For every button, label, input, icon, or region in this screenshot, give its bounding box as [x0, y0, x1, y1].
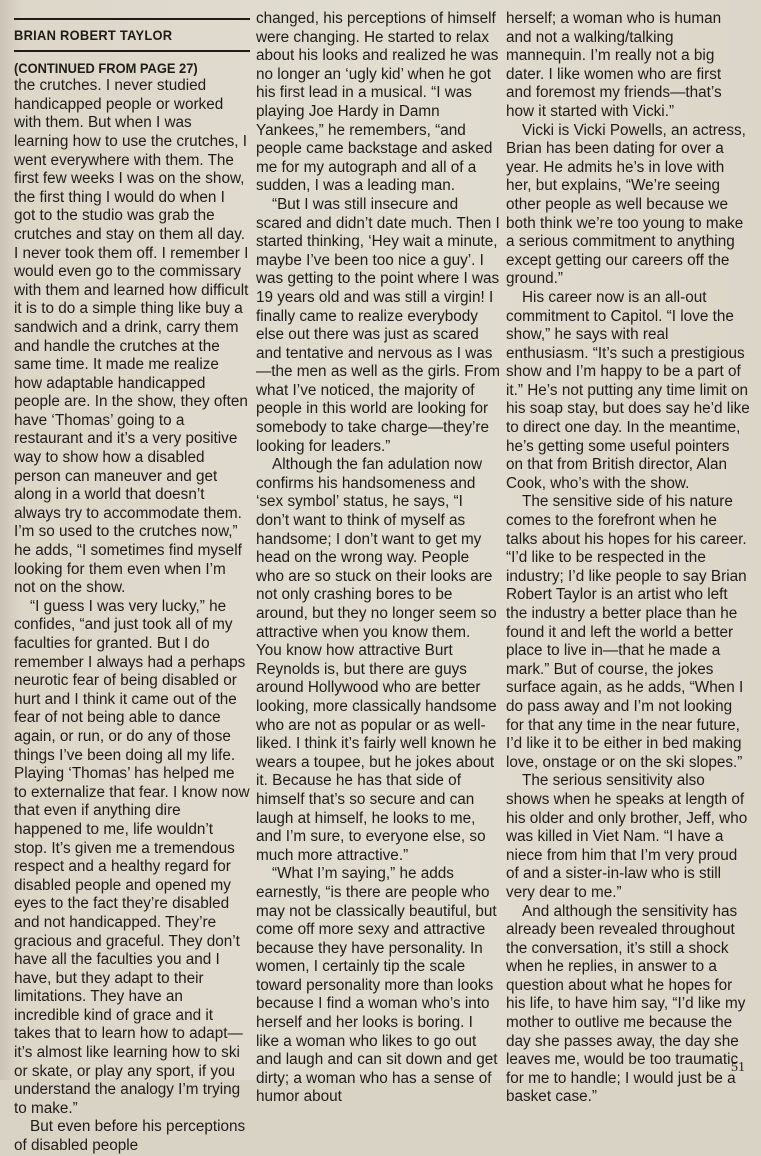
paragraph: The serious sensitivity also shows when he speaks at length of his older and only brother, Jeff, who was killed in Viet Nam. “I have a niece from him that I’m very proud of and a sister-in-law who is still very dear to me.” — [506, 772, 748, 901]
paragraph: And although the sensitivity has already been revealed throughout the conversation, it’s still a shock when he replies, in answer to a question about what he hopes for his life, to have him say, “I’d like my mother to outlive me because the day she passes away, the day she leaves me, would be too traumatic for me to handle; I would just be a basket case.” — [506, 902, 746, 1106]
paragraph: changed, his perceptions of himself were changing. He started to relax about his looks and realized he was no longer an ‘ugly kid’ when he got his first lead in a musical. “I was playing Joe Hardy in Damn Yankees,” he remembers, “and people came backstage and asked me for my autograph and all of a sudden, I was a leading man. — [256, 10, 499, 195]
paragraph: “But I was still insecure and scared and didn’t date much. Then I started thinking, ‘Hey wait a minute, maybe I’ve been too nice a guy’. I was getting to the point where I was 19 years old and was still a virgin! I finally came to realize everybody else out there was just as scared and tentative and nervous as I was—the men as well as the girls. From what I’ve noticed, the majority of people in this world are looking for somebody to take charge—they’re looking for leaders.” — [256, 195, 500, 455]
paragraph: Vicki is Vicki Powells, an actress, Brian has been dating for over a year. He admits he’s in love with her, but explains, “We’re seeing other people as well because we both think we’re too young to make a serious commitment to anything except getting our careers off the ground.” — [506, 121, 746, 288]
continued-note: (CONTINUED FROM PAGE 27) — [14, 59, 198, 76]
article-column-3 — [506, 10, 750, 1107]
paragraph: But even before his perceptions of disabled people — [14, 1118, 246, 1155]
byline: BRIAN ROBERT TAYLOR — [14, 27, 173, 43]
article-column-1 — [14, 10, 250, 1156]
paragraph: “I guess I was very lucky,” he confides, “and just took all of my faculties for granted. But I do remember I always had a perhaps neurotic fear of being disabled or hurt and I think it came out of the fear of not being able to dance again, or run, or do any of those things I’ve been doing all my life. Playing ‘Thomas’ has helped me to externalize that fear. I know now that even if anything dire happened to me, life wouldn’t stop. It’s given me a tremendous respect and a healthy regard for disabled people and opened my eyes to the fact they’re disabled and not handicapped. They’re gracious and graceful. They don’t have all the faculties you and I have, but they adapt to their limitations. They have an incredible kind of grace and it takes that to learn how to adapt—it’s almost like learning how to ski or skate, or play any sport, if you understand the analogy I’m trying to make.” — [14, 597, 250, 1117]
paragraph: Although the fan adulation now confirms his handsomeness and ‘sex symbol’ status, he says, “I don’t want to think of myself as handsome; I don’t want to get my head on the wrong way. People who are so stuck on their looks are not only crashing bores to be around, but they no longer seem so attractive when you know them. You know how attractive Burt Reynolds is, but there are guys around Hollywood who are better looking, more classically handsome who are not as popular or as well-liked. I think it’s fairly well known he wears a toupee, but he jokes about it. Because he has that side of himself that’s so secure and can laugh at himself, he looks to me, and I’m sure, to everyone else, so much more attractive.” — [256, 456, 497, 864]
page-number: 51 — [731, 1060, 745, 1075]
paragraph: The sensitive side of his nature comes to the forefront when he talks about his hopes for his career. “I’d like to be respected in the industry; I’d like people to say Brian Robert Taylor is an artist who left the industry a better place than he found it and left the world a better place to live in—that he made a mark.” But of course, the jokes surface again, as he adds, “When I do pass away and I’m not looking for that any time in the near future, I’d like it to be either in bed making love, onstage or on the ski slopes.” — [506, 493, 747, 771]
header-rule-bottom — [14, 50, 250, 52]
paragraph: “What I’m saying,” he adds earnestly, “is there are people who may not be classically beautiful, but come off more sexy and attractive because they have personality. In women, I certainly tip the scale toward personality more than looks because I find a woman who’s into herself and her looks is boring. I like a woman who likes to go out and laugh and can sit down and get dirty; a woman who has a sense of humor about — [256, 865, 498, 1106]
paragraph: His career now is an all-out commitment to Capitol. “I love the show,” he says with real enthusiasm. “It’s such a prestigious show and I’m happy to be a part of it.” He’s not putting any time limit on his soap stay, but does say he’d like to direct one day. In the meantime, he’s getting some useful pointers on that from British director, Alan Cook, who’s with the show. — [506, 288, 750, 492]
header-rule-top — [14, 18, 250, 20]
article-column-2 — [256, 10, 500, 1107]
paragraph: the crutches. I never studied handicapped people or worked with them. But when I was learning how to use the crutches, I went everywhere with them. The first few weeks I was on the show, the first thing I would do when I got to the studio was grab the crutches and stay on them all day. I never took them off. I remember I would even go to the commissary with them and learned how difficult it is to do a simple thing like buy a sandwich and a drink, carry them and handle the crutches at the same time. It made me realize how adaptable handicapped people are. In the show, they often have ‘Thomas’ going to a restaurant and it’s a very positive way to show how a disabled person can maneuver and get along in a world that doesn’t always try to accommodate them. I’m so used to the crutches now,” he adds, “I sometimes find myself looking for them even when I’m not on the show. — [14, 77, 249, 597]
paragraph: herself; a woman who is human and not a walking/talking mannequin. I’m really not a big dater. I like women who are first and foremost my friends—that’s how it started with Vicki.” — [506, 10, 722, 120]
